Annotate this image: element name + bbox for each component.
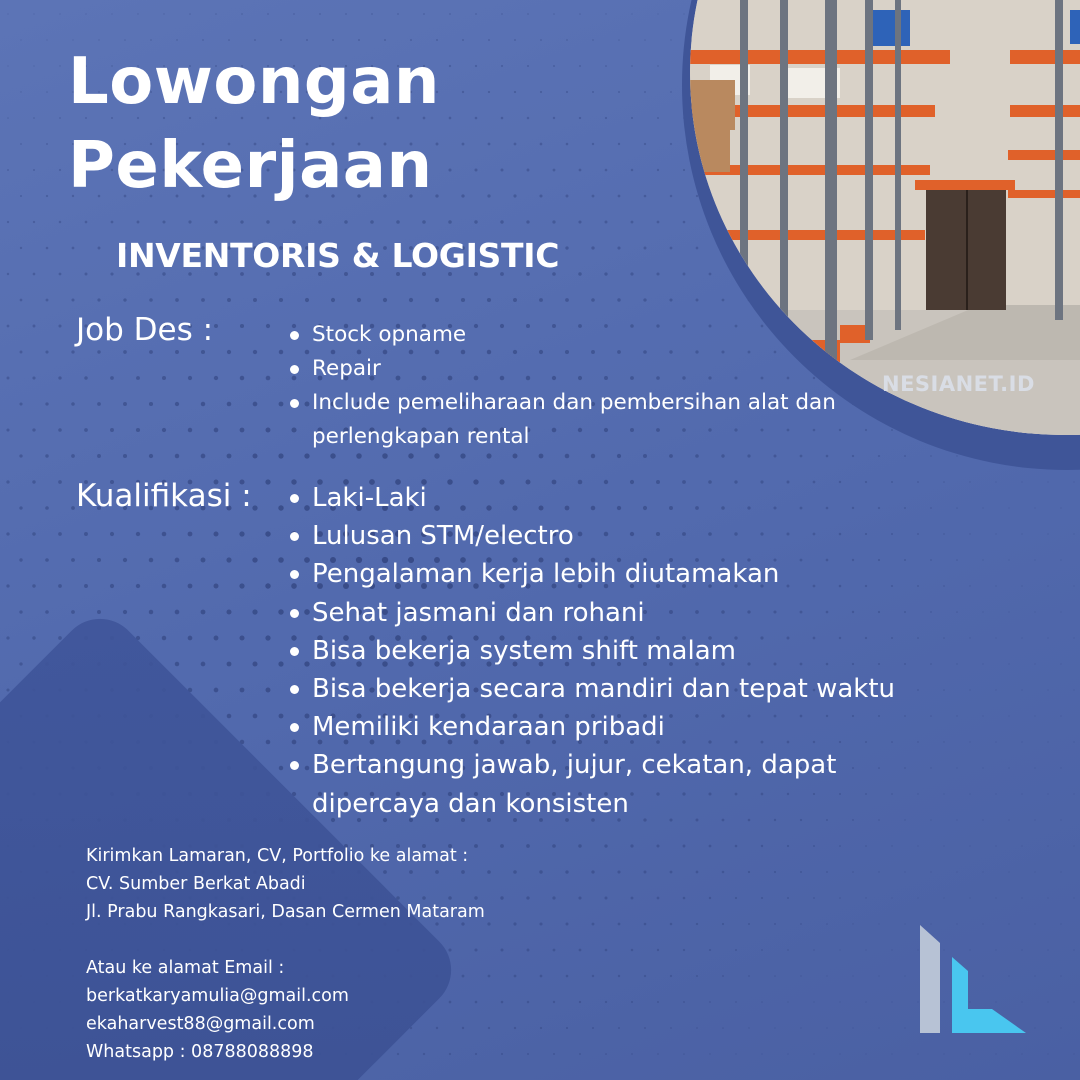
company-address: Jl. Prabu Rangkasari, Dasan Cermen Mataram: [86, 902, 485, 922]
kualifikasi-item: Pengalaman kerja lebih diutamakan: [312, 555, 895, 593]
kualifikasi-label: Kualifikasi :: [76, 478, 252, 514]
position-subtitle: INVENTORIS & LOGISTIC: [116, 236, 560, 275]
kualifikasi-item: Bertangung jawab, jujur, cekatan, dapat dipercaya dan konsisten: [312, 746, 892, 822]
email-address: berkatkaryamulia@gmail.com: [86, 986, 349, 1006]
company-name: CV. Sumber Berkat Abadi: [86, 874, 306, 894]
jobdes-item: Stock opname: [312, 318, 872, 352]
whatsapp-number: Whatsapp : 08788088898: [86, 1042, 314, 1062]
kualifikasi-item: Bisa bekerja system shift malam: [312, 632, 895, 670]
jobdes-list: [286, 318, 872, 454]
contact-address: [86, 842, 485, 926]
kualifikasi-item: Memiliki kendaraan pribadi: [312, 708, 895, 746]
page-title: [68, 40, 440, 208]
kualifikasi-item: Sehat jasmani dan rohani: [312, 594, 895, 632]
contact-line: Kirimkan Lamaran, CV, Portfolio ke alamat :: [86, 846, 469, 866]
jobdes-item: Include pemeliharaan dan pembersihan alat dan perlengkapan rental: [312, 386, 872, 454]
contact-email: [86, 954, 349, 1066]
kualifikasi-item: Lulusan STM/electro: [312, 517, 895, 555]
jobdes-item: Repair: [312, 352, 872, 386]
kualifikasi-item: Laki-Laki: [312, 479, 895, 517]
contact-line: Atau ke alamat Email :: [86, 958, 285, 978]
title-line: Lowongan: [68, 45, 440, 119]
watermark: NESIANET.ID: [882, 372, 1035, 396]
kualifikasi-list: [286, 479, 895, 823]
kualifikasi-item: Bisa bekerja secara mandiri dan tepat waktu: [312, 670, 895, 708]
title-line: Pekerjaan: [68, 129, 433, 203]
email-address: ekaharvest88@gmail.com: [86, 1014, 315, 1034]
jobdes-label: Job Des :: [76, 312, 214, 348]
company-logo-icon: [918, 925, 1028, 1035]
